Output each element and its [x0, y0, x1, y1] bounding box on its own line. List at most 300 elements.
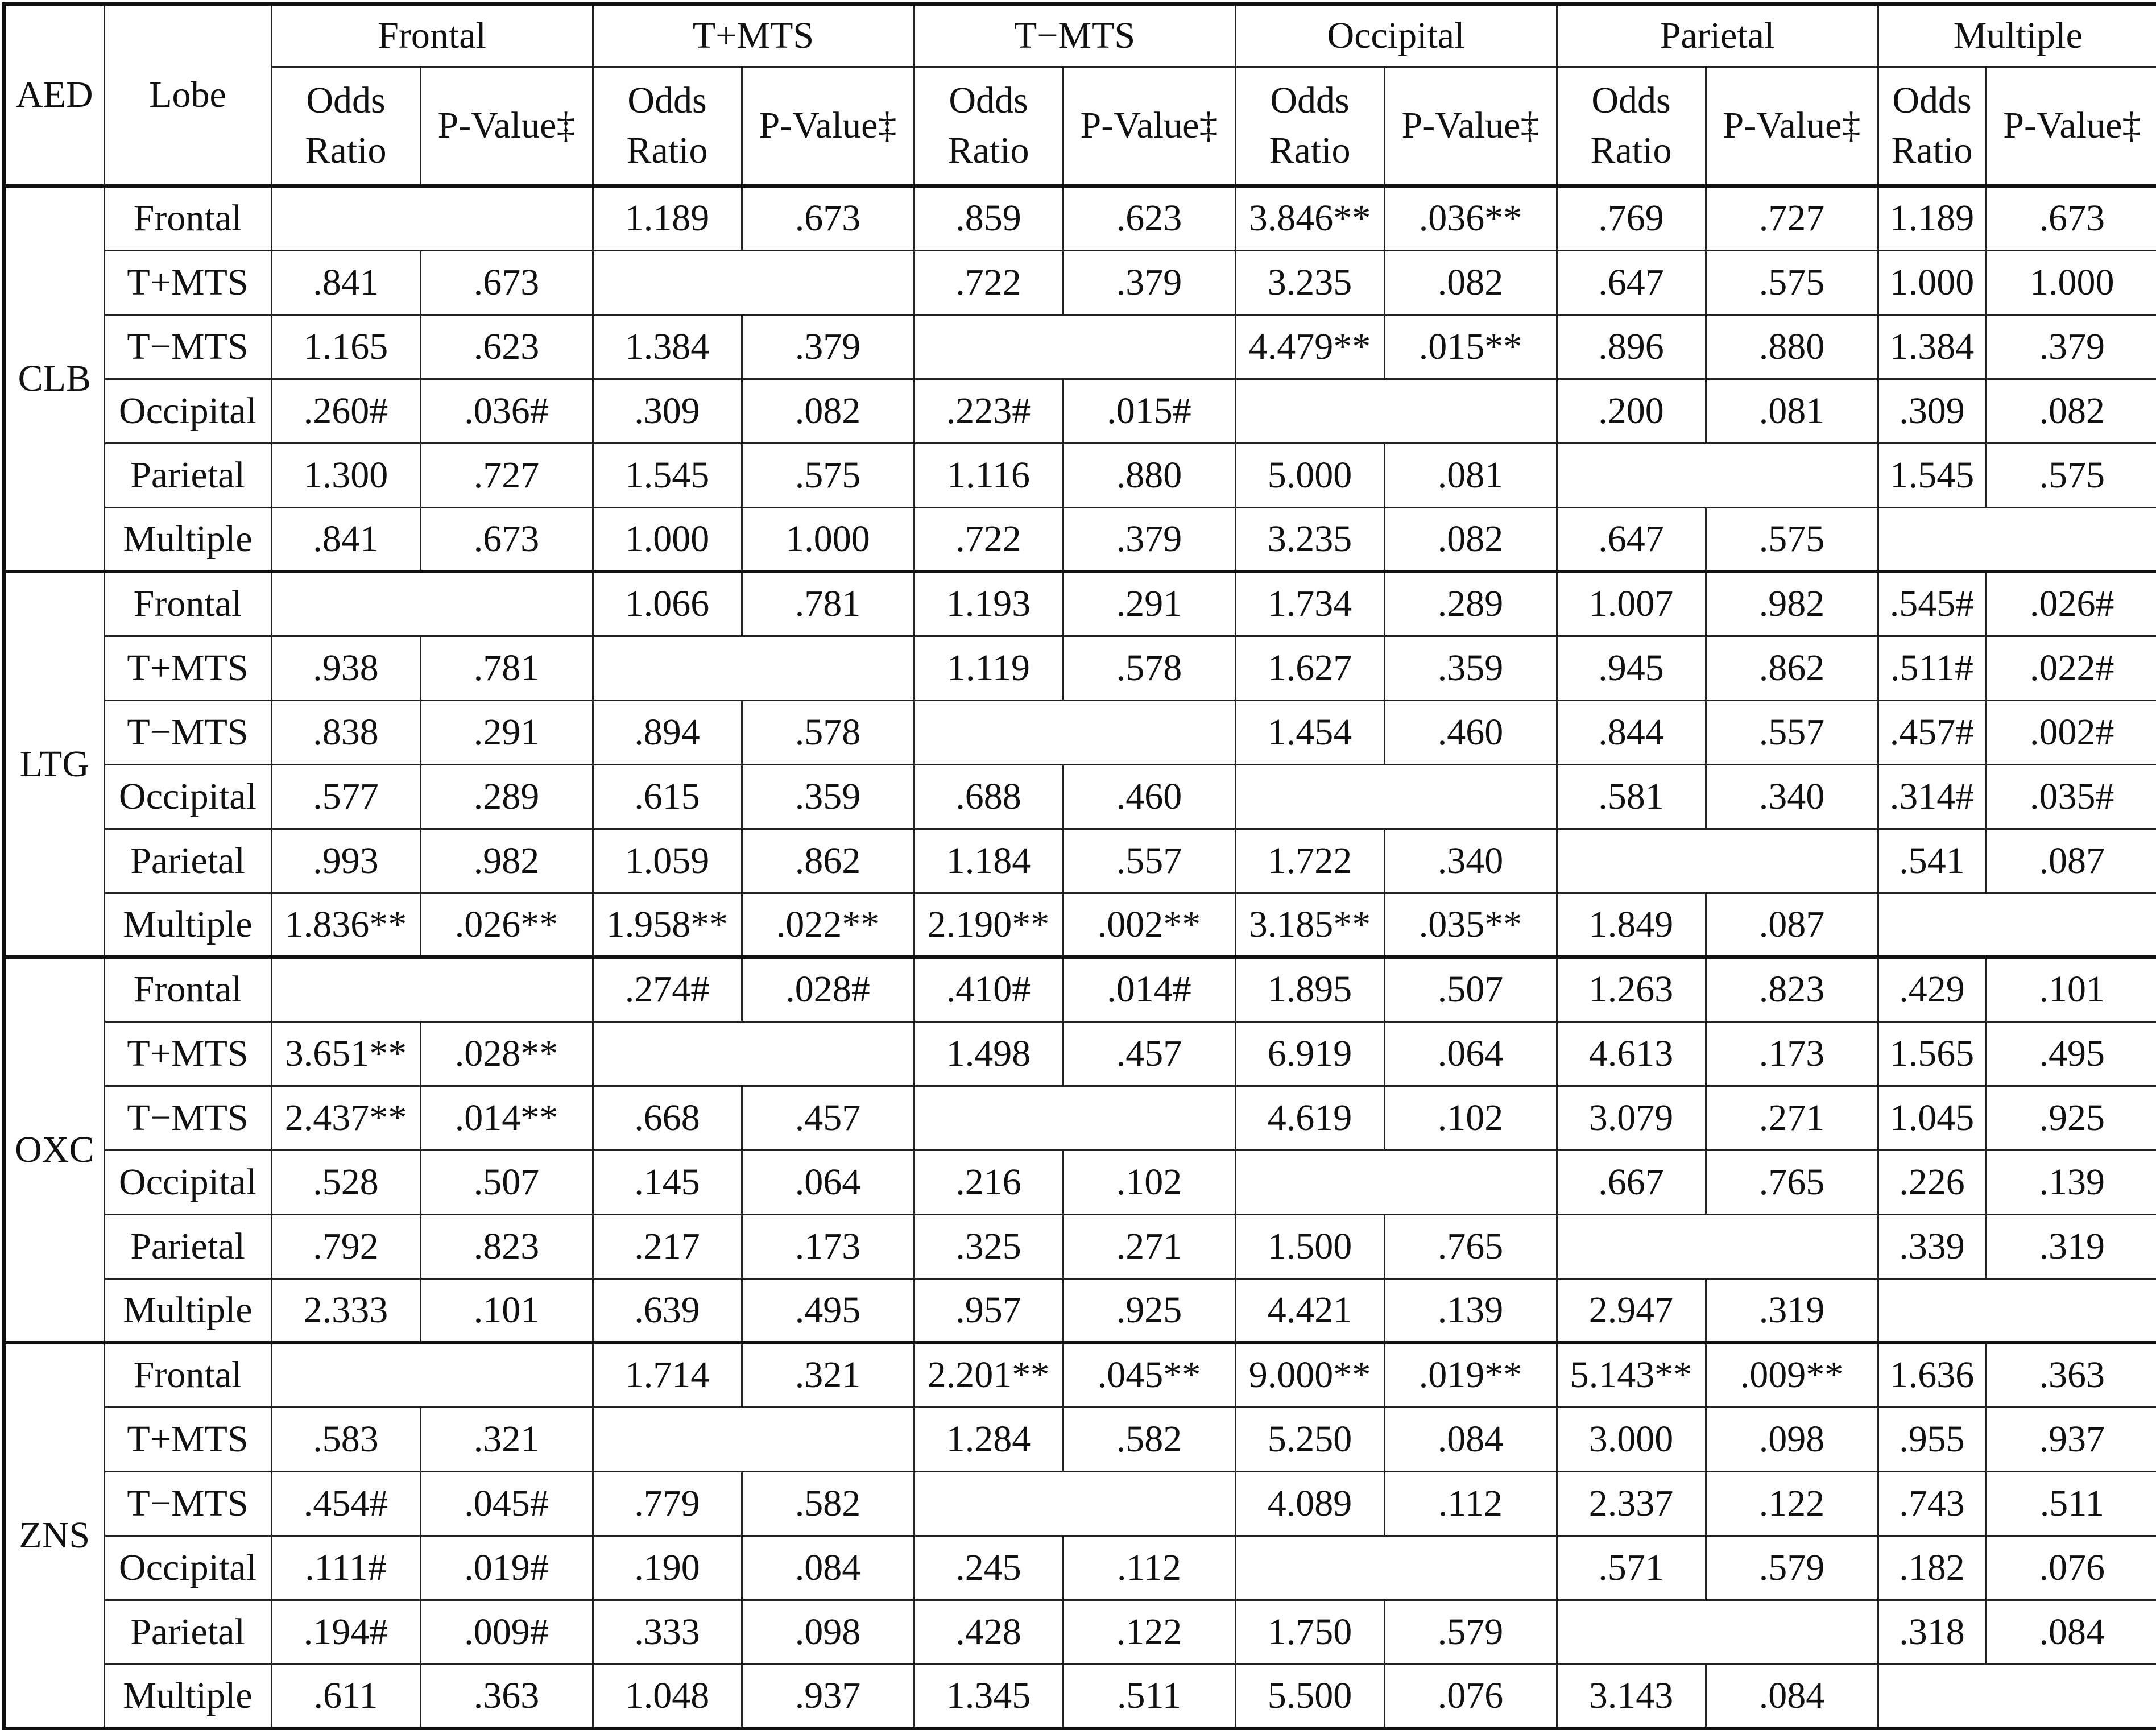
empty-cell [593, 636, 914, 700]
empty-cell [1235, 1536, 1557, 1600]
p-value-cell: .289 [420, 764, 593, 829]
aed-cell: ZNS [4, 1343, 104, 1728]
aed-group [4, 957, 2156, 1343]
odds-ratio-cell: .611 [271, 1664, 420, 1728]
empty-cell [1878, 1664, 2156, 1728]
odds-ratio-cell: 1.565 [1878, 1021, 1986, 1086]
p-value-cell: .511 [1063, 1664, 1235, 1728]
p-value-cell: .511 [1986, 1471, 2156, 1536]
odds-ratio-cell: 2.190** [914, 893, 1063, 957]
p-value-cell: .457 [1063, 1021, 1235, 1086]
p-value-cell: .575 [1986, 443, 2156, 507]
odds-ratio-cell: .722 [914, 250, 1063, 314]
p-value-cell: .673 [420, 507, 593, 572]
odds-ratio-cell: .274# [593, 957, 742, 1021]
odds-ratio-cell: 2.437** [271, 1086, 420, 1150]
odds-ratio-cell: 3.185** [1235, 893, 1384, 957]
lobe-cell: Parietal [104, 1214, 271, 1278]
odds-ratio-cell: .226 [1878, 1150, 1986, 1214]
odds-ratio-header: Odds Ratio [593, 67, 742, 186]
odds-ratio-cell: .894 [593, 700, 742, 764]
p-value-cell: .082 [742, 379, 914, 443]
odds-ratio-cell: 9.000** [1235, 1343, 1384, 1407]
p-value-cell: .028** [420, 1021, 593, 1086]
odds-ratio-cell: 3.143 [1557, 1664, 1706, 1728]
odds-ratio-cell: 1.750 [1235, 1600, 1384, 1664]
p-value-cell: .623 [1063, 186, 1235, 250]
table-row [4, 700, 2156, 764]
p-value-cell: .122 [1706, 1471, 1878, 1536]
lobe-cell: T−MTS [104, 1471, 271, 1536]
p-value-cell: .862 [742, 829, 914, 893]
p-value-cell: .009** [1706, 1343, 1878, 1407]
p-value-cell: .765 [1384, 1214, 1557, 1278]
p-value-cell: .937 [1986, 1407, 2156, 1471]
lobe-cell: Multiple [104, 1664, 271, 1728]
table-row [4, 636, 2156, 700]
odds-ratio-cell: .528 [271, 1150, 420, 1214]
empty-cell [1878, 1278, 2156, 1343]
lobe-cell: Multiple [104, 1278, 271, 1343]
table-row [4, 957, 2156, 1021]
odds-ratio-cell: 1.627 [1235, 636, 1384, 700]
odds-ratio-cell: .545# [1878, 572, 1986, 636]
lobe-cell: Parietal [104, 1600, 271, 1664]
p-value-cell: .019# [420, 1536, 593, 1600]
odds-ratio-cell: .511# [1878, 636, 1986, 700]
p-value-cell: .359 [1384, 636, 1557, 700]
p-value-cell: .064 [1384, 1021, 1557, 1086]
p-value-cell: .101 [1986, 957, 2156, 1021]
odds-ratio-cell: .844 [1557, 700, 1706, 764]
odds-ratio-cell: .217 [593, 1214, 742, 1278]
odds-ratio-cell: .309 [593, 379, 742, 443]
odds-ratio-cell: 1.000 [1878, 250, 1986, 314]
empty-cell [1235, 1150, 1557, 1214]
lobe-cell: Frontal [104, 186, 271, 250]
p-value-cell: .880 [1706, 314, 1878, 379]
lobe-cell: Parietal [104, 829, 271, 893]
table-row [4, 1021, 2156, 1086]
odds-ratio-cell: 1.189 [1878, 186, 1986, 250]
lobe-group-header: T+MTS [593, 4, 914, 67]
odds-ratio-cell: .571 [1557, 1536, 1706, 1600]
p-value-cell: .379 [1986, 314, 2156, 379]
p-value-cell: .673 [420, 250, 593, 314]
p-value-cell: .064 [742, 1150, 914, 1214]
odds-ratio-cell: 4.613 [1557, 1021, 1706, 1086]
odds-ratio-cell: .792 [271, 1214, 420, 1278]
p-value-cell: .363 [420, 1664, 593, 1728]
p-value-header: P-Value‡ [1063, 67, 1235, 186]
p-value-cell: .076 [1986, 1536, 2156, 1600]
odds-ratio-cell: .111# [271, 1536, 420, 1600]
odds-ratio-cell: 4.619 [1235, 1086, 1384, 1150]
odds-ratio-cell: .955 [1878, 1407, 1986, 1471]
p-value-cell: .582 [742, 1471, 914, 1536]
p-value-cell: .982 [1706, 572, 1878, 636]
lobe-cell: T+MTS [104, 1021, 271, 1086]
p-value-cell: .575 [1706, 507, 1878, 572]
p-value-cell: .122 [1063, 1600, 1235, 1664]
p-value-cell: .495 [1986, 1021, 2156, 1086]
odds-ratio-cell: .896 [1557, 314, 1706, 379]
p-value-cell: .009# [420, 1600, 593, 1664]
empty-cell [1557, 1214, 1878, 1278]
table-row [4, 1086, 2156, 1150]
lobe-group-header: T−MTS [914, 4, 1235, 67]
p-value-cell: .084 [742, 1536, 914, 1600]
p-value-cell: .015# [1063, 379, 1235, 443]
odds-ratio-cell: .410# [914, 957, 1063, 1021]
odds-ratio-cell: .647 [1557, 507, 1706, 572]
odds-ratio-cell: 2.947 [1557, 1278, 1706, 1343]
lobe-cell: T−MTS [104, 1086, 271, 1150]
p-value-cell: .173 [742, 1214, 914, 1278]
p-value-cell: .823 [420, 1214, 593, 1278]
p-value-cell: .460 [1384, 700, 1557, 764]
table-row [4, 829, 2156, 893]
empty-cell [593, 1021, 914, 1086]
lobe-cell: Parietal [104, 443, 271, 507]
p-value-cell: .019** [1384, 1343, 1557, 1407]
empty-cell [1557, 829, 1878, 893]
p-value-cell: .781 [742, 572, 914, 636]
odds-ratio-cell: .245 [914, 1536, 1063, 1600]
odds-ratio-cell: .667 [1557, 1150, 1706, 1214]
odds-ratio-cell: 3.235 [1235, 507, 1384, 572]
odds-ratio-cell: 4.421 [1235, 1278, 1384, 1343]
empty-cell [914, 1086, 1235, 1150]
p-value-cell: .579 [1384, 1600, 1557, 1664]
odds-ratio-cell: 2.201** [914, 1343, 1063, 1407]
empty-cell [1878, 507, 2156, 572]
odds-ratio-cell: .314# [1878, 764, 1986, 829]
odds-ratio-cell: 1.849 [1557, 893, 1706, 957]
lobe-cell: Frontal [104, 957, 271, 1021]
odds-ratio-cell: 2.337 [1557, 1471, 1706, 1536]
p-value-cell: .082 [1986, 379, 2156, 443]
p-value-cell: .036** [1384, 186, 1557, 250]
table-row [4, 1343, 2156, 1407]
odds-ratio-cell: 1.189 [593, 186, 742, 250]
lobe-cell: T+MTS [104, 636, 271, 700]
odds-ratio-cell: .145 [593, 1150, 742, 1214]
odds-ratio-cell: .190 [593, 1536, 742, 1600]
p-value-cell: .098 [1706, 1407, 1878, 1471]
table-row [4, 572, 2156, 636]
p-value-cell: .022** [742, 893, 914, 957]
odds-ratio-cell: 3.846** [1235, 186, 1384, 250]
p-value-cell: .379 [742, 314, 914, 379]
p-value-cell: .035** [1384, 893, 1557, 957]
p-value-cell: .727 [420, 443, 593, 507]
table-row [4, 1278, 2156, 1343]
odds-ratio-cell: .769 [1557, 186, 1706, 250]
p-value-cell: .084 [1986, 1600, 2156, 1664]
p-value-cell: .036# [420, 379, 593, 443]
p-value-cell: .578 [1063, 636, 1235, 700]
p-value-cell: .379 [1063, 507, 1235, 572]
lobe-group-header: Frontal [271, 4, 593, 67]
odds-ratio-cell: 1.116 [914, 443, 1063, 507]
aed-group [4, 572, 2156, 957]
p-value-cell: .015** [1384, 314, 1557, 379]
table-row [4, 1150, 2156, 1214]
odds-ratio-cell: .743 [1878, 1471, 1986, 1536]
odds-ratio-cell: 4.089 [1235, 1471, 1384, 1536]
odds-ratio-cell: .454# [271, 1471, 420, 1536]
odds-ratio-cell: 3.000 [1557, 1407, 1706, 1471]
empty-cell [914, 1471, 1235, 1536]
odds-ratio-cell: .938 [271, 636, 420, 700]
p-value-cell: .623 [420, 314, 593, 379]
p-value-cell: .507 [1384, 957, 1557, 1021]
header-row-lobes [4, 4, 2156, 67]
odds-ratio-cell: .859 [914, 186, 1063, 250]
p-value-header: P-Value‡ [1986, 67, 2156, 186]
odds-ratio-cell: .325 [914, 1214, 1063, 1278]
odds-ratio-cell: .200 [1557, 379, 1706, 443]
p-value-cell: .087 [1986, 829, 2156, 893]
table-row [4, 507, 2156, 572]
odds-ratio-cell: .957 [914, 1278, 1063, 1343]
p-value-cell: .022# [1986, 636, 2156, 700]
p-value-header: P-Value‡ [742, 67, 914, 186]
odds-ratio-cell: 1.193 [914, 572, 1063, 636]
p-value-cell: .139 [1384, 1278, 1557, 1343]
odds-ratio-cell: 1.454 [1235, 700, 1384, 764]
p-value-cell: .823 [1706, 957, 1878, 1021]
p-value-cell: .076 [1384, 1664, 1557, 1728]
table-row [4, 1214, 2156, 1278]
p-value-cell: .319 [1706, 1278, 1878, 1343]
odds-ratio-cell: 1.836** [271, 893, 420, 957]
p-value-header: P-Value‡ [1706, 67, 1878, 186]
odds-ratio-cell: .841 [271, 250, 420, 314]
odds-ratio-header: Odds Ratio [271, 67, 420, 186]
p-value-cell: .495 [742, 1278, 914, 1343]
lobe-cell: Occipital [104, 1150, 271, 1214]
p-value-cell: .727 [1706, 186, 1878, 250]
odds-ratio-cell: 1.345 [914, 1664, 1063, 1728]
p-value-cell: .014** [420, 1086, 593, 1150]
odds-ratio-cell: 3.079 [1557, 1086, 1706, 1150]
odds-ratio-cell: 1.165 [271, 314, 420, 379]
p-value-cell: .102 [1384, 1086, 1557, 1150]
p-value-cell: .880 [1063, 443, 1235, 507]
empty-cell [914, 314, 1235, 379]
odds-ratio-cell: 1.048 [593, 1664, 742, 1728]
lobe-cell: Frontal [104, 572, 271, 636]
p-value-cell: .460 [1063, 764, 1235, 829]
p-value-cell: .937 [742, 1664, 914, 1728]
odds-ratio-header: Odds Ratio [1878, 67, 1986, 186]
odds-ratio-cell: 5.250 [1235, 1407, 1384, 1471]
p-value-cell: .781 [420, 636, 593, 700]
odds-ratio-header: Odds Ratio [914, 67, 1063, 186]
odds-ratio-cell: 1.545 [593, 443, 742, 507]
odds-ratio-cell: .260# [271, 379, 420, 443]
empty-cell [1557, 443, 1878, 507]
odds-ratio-cell: 1.045 [1878, 1086, 1986, 1150]
p-value-cell: .112 [1384, 1471, 1557, 1536]
table-row [4, 1664, 2156, 1728]
p-value-cell: .098 [742, 1600, 914, 1664]
odds-ratio-cell: 1.895 [1235, 957, 1384, 1021]
odds-ratio-header: Odds Ratio [1557, 67, 1706, 186]
table-row [4, 443, 2156, 507]
p-value-cell: .002# [1986, 700, 2156, 764]
p-value-cell: .035# [1986, 764, 2156, 829]
odds-ratio-cell: 1.384 [593, 314, 742, 379]
odds-ratio-cell: 3.235 [1235, 250, 1384, 314]
table-row [4, 1536, 2156, 1600]
p-value-cell: .321 [742, 1343, 914, 1407]
odds-ratio-cell: 1.500 [1235, 1214, 1384, 1278]
odds-ratio-cell: .583 [271, 1407, 420, 1471]
lobe-cell: Occipital [104, 764, 271, 829]
header-row-measures [4, 67, 2156, 186]
odds-ratio-cell: 1.119 [914, 636, 1063, 700]
odds-ratio-cell: 1.263 [1557, 957, 1706, 1021]
table-row [4, 893, 2156, 957]
empty-cell [271, 957, 593, 1021]
p-value-cell: .340 [1384, 829, 1557, 893]
p-value-cell: .575 [1706, 250, 1878, 314]
p-value-cell: .002** [1063, 893, 1235, 957]
lobe-group-header: Parietal [1557, 4, 1878, 67]
lobe-group-header: Multiple [1878, 4, 2156, 67]
lobe-cell: T+MTS [104, 1407, 271, 1471]
empty-cell [1878, 893, 2156, 957]
odds-ratio-cell: .581 [1557, 764, 1706, 829]
odds-ratio-cell: 2.333 [271, 1278, 420, 1343]
p-value-cell: .014# [1063, 957, 1235, 1021]
p-value-cell: .925 [1986, 1086, 2156, 1150]
odds-ratio-cell: 5.500 [1235, 1664, 1384, 1728]
odds-ratio-cell: .428 [914, 1600, 1063, 1664]
p-value-cell: .359 [742, 764, 914, 829]
empty-cell [271, 572, 593, 636]
p-value-cell: 1.000 [1986, 250, 2156, 314]
odds-ratio-cell: .457# [1878, 700, 1986, 764]
p-value-cell: .575 [742, 443, 914, 507]
p-value-cell: .271 [1706, 1086, 1878, 1150]
lobe-group-header: Occipital [1235, 4, 1557, 67]
p-value-cell: .925 [1063, 1278, 1235, 1343]
p-value-cell: .081 [1384, 443, 1557, 507]
odds-ratio-cell: 1.636 [1878, 1343, 1986, 1407]
odds-ratio-cell: .688 [914, 764, 1063, 829]
odds-ratio-cell: .647 [1557, 250, 1706, 314]
odds-ratio-cell: 1.059 [593, 829, 742, 893]
odds-ratio-cell: 1.734 [1235, 572, 1384, 636]
lobe-cell: T−MTS [104, 700, 271, 764]
odds-ratio-cell: .333 [593, 1600, 742, 1664]
p-value-cell: .082 [1384, 507, 1557, 572]
p-value-cell: .340 [1706, 764, 1878, 829]
odds-ratio-cell: .639 [593, 1278, 742, 1343]
p-value-cell: .673 [742, 186, 914, 250]
p-value-cell: .081 [1706, 379, 1878, 443]
p-value-cell: .101 [420, 1278, 593, 1343]
p-value-cell: .457 [742, 1086, 914, 1150]
p-value-cell: .084 [1384, 1407, 1557, 1471]
odds-ratio-cell: .194# [271, 1600, 420, 1664]
empty-cell [593, 1407, 914, 1471]
aed-column-header: AED [4, 4, 104, 186]
lobe-cell: T+MTS [104, 250, 271, 314]
odds-ratio-cell: .429 [1878, 957, 1986, 1021]
odds-ratio-cell: 1.384 [1878, 314, 1986, 379]
table-row [4, 314, 2156, 379]
odds-ratio-cell: 5.000 [1235, 443, 1384, 507]
odds-ratio-cell: .722 [914, 507, 1063, 572]
odds-ratio-cell: .182 [1878, 1536, 1986, 1600]
p-value-cell: .087 [1706, 893, 1878, 957]
lobe-cell: Multiple [104, 893, 271, 957]
table-row [4, 250, 2156, 314]
p-value-cell: .507 [420, 1150, 593, 1214]
odds-ratio-cell: 1.000 [593, 507, 742, 572]
lobe-cell: T−MTS [104, 314, 271, 379]
odds-ratio-cell: 1.300 [271, 443, 420, 507]
odds-ratio-cell: 1.545 [1878, 443, 1986, 507]
p-value-cell: .045# [420, 1471, 593, 1536]
p-value-cell: 1.000 [742, 507, 914, 572]
lobe-cell: Multiple [104, 507, 271, 572]
empty-cell [914, 700, 1235, 764]
p-value-cell: .557 [1706, 700, 1878, 764]
p-value-cell: .579 [1706, 1536, 1878, 1600]
odds-ratio-cell: 1.498 [914, 1021, 1063, 1086]
p-value-cell: .045** [1063, 1343, 1235, 1407]
empty-cell [593, 250, 914, 314]
p-value-cell: .271 [1063, 1214, 1235, 1278]
odds-ratio-cell: .223# [914, 379, 1063, 443]
table-row [4, 1600, 2156, 1664]
p-value-cell: .291 [1063, 572, 1235, 636]
odds-ratio-cell: .577 [271, 764, 420, 829]
lobe-column-header: Lobe [104, 4, 271, 186]
p-value-cell: .557 [1063, 829, 1235, 893]
empty-cell [1557, 1600, 1878, 1664]
empty-cell [1235, 764, 1557, 829]
odds-ratio-cell: 1.007 [1557, 572, 1706, 636]
odds-ratio-cell: .309 [1878, 379, 1986, 443]
odds-ratio-cell: .945 [1557, 636, 1706, 700]
odds-ratio-cell: .318 [1878, 1600, 1986, 1664]
p-value-cell: .319 [1986, 1214, 2156, 1278]
p-value-cell: .173 [1706, 1021, 1878, 1086]
lobe-cell: Occipital [104, 379, 271, 443]
lobe-cell: Occipital [104, 1536, 271, 1600]
table-row [4, 1407, 2156, 1471]
table-row [4, 379, 2156, 443]
p-value-cell: .289 [1384, 572, 1557, 636]
aed-cell: CLB [4, 186, 104, 572]
odds-ratio-cell: .841 [271, 507, 420, 572]
odds-ratio-cell: 1.284 [914, 1407, 1063, 1471]
odds-ratio-cell: 3.651** [271, 1021, 420, 1086]
p-value-cell: .291 [420, 700, 593, 764]
p-value-cell: .026# [1986, 572, 2156, 636]
odds-ratio-cell: 5.143** [1557, 1343, 1706, 1407]
p-value-cell: .673 [1986, 186, 2156, 250]
p-value-cell: .363 [1986, 1343, 2156, 1407]
odds-ratio-header: Odds Ratio [1235, 67, 1384, 186]
